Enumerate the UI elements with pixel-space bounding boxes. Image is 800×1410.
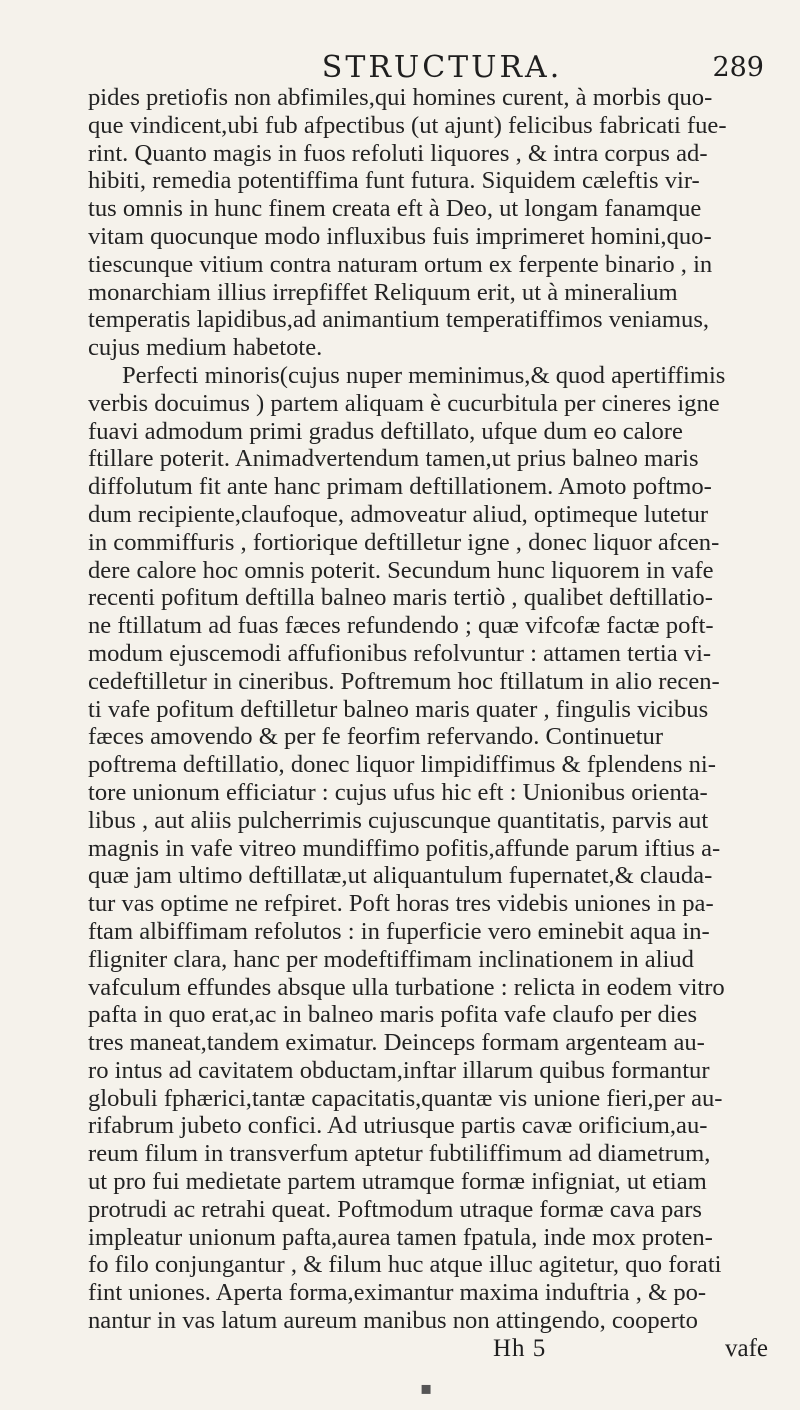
text-line: ne ftillatum ad fuas fæces refundendo ; quæ vifcofæ factæ poft- xyxy=(88,612,714,640)
text-line: ro intus ad cavitatem obductam,inftar illarum quibus formantur xyxy=(88,1056,710,1084)
text-line: cedeftilletur in cineribus. Poftremum hoc ftillatum in alio recen- xyxy=(88,667,720,695)
text-line: pafta in quo erat,ac in balneo maris pofita vafe claufo per dies xyxy=(88,1001,698,1029)
text-line: rifabrum jubeto confici. Ad utriusque partis cavæ orificium,au- xyxy=(88,1112,708,1140)
text-line: nantur in vas latum aureum manibus non attingendo, cooperto xyxy=(88,1307,698,1335)
text-line: fligniter clara, hanc per modeftiffimam inclinationem in aliud xyxy=(88,945,694,973)
text-line: tres maneat,tandem eximatur. Deinceps formam argenteam au- xyxy=(88,1029,705,1057)
text-line: ti vafe pofitum deftilletur balneo maris quater , fingulis vicibus xyxy=(88,695,709,723)
text-line: globuli fphærici,tantæ capacitatis,quantæ vis unione fieri,per au- xyxy=(88,1084,723,1112)
text-line: fo filo conjungantur , & filum huc atque illuc agitetur, quo forati xyxy=(88,1251,722,1279)
text-line: temperatis lapidibus,ad animantium temperatiffimos veniamus, xyxy=(88,306,710,334)
text-line: fuavi admodum primi gradus deftillato, ufque dum eo calore xyxy=(88,417,683,445)
text-line: impleatur unionum pafta,aurea tamen fpatula, inde mox proten- xyxy=(88,1223,713,1251)
text-line: dum recipiente,claufoque, admoveatur aliud, optimeque lutetur xyxy=(88,500,709,528)
text-line: rint. Quanto magis in fuos refoluti liquores , & intra corpus ad- xyxy=(88,139,708,167)
text-line: reum filum in transverfum aptetur fubtiliffimum ad diametrum, xyxy=(88,1140,711,1168)
body-text xyxy=(88,84,764,1335)
text-line: magnis in vafe vitreo mundiffimo pofitis,affunde parum iftius a- xyxy=(88,834,721,862)
text-line: verbis docuimus ) partem aliquam è cucurbitula per cineres igne xyxy=(88,389,720,417)
page-footer xyxy=(88,1335,768,1371)
text-line: vafculum effundes absque ulla turbatione : relicta in eodem vitro xyxy=(88,973,725,1001)
text-line: cujus medium habetote. xyxy=(88,334,323,362)
text-line: tur vas optime ne refpiret. Poft horas tres videbis uniones in pa- xyxy=(88,890,714,918)
text-line: hibiti, remedia potentiffima funt futura. Siquidem cæleftis vir- xyxy=(88,167,700,195)
text-line: que vindicent,ubi fub afpectibus (ut ajunt) felicibus fabricati fue- xyxy=(88,111,727,139)
text-line: recenti pofitum deftilla balneo maris tertiò , qualibet deftillatio- xyxy=(88,584,713,612)
text-line: ftam albiffimam refolutos : in fuperficie vero eminebit aqua in- xyxy=(88,917,710,945)
text-line: quæ jam ultimo deftillatæ,ut aliquantulum fupernatet,& clauda- xyxy=(88,862,713,890)
running-head: STRUCTURA. xyxy=(321,50,563,85)
text-line: ut pro fui medietate partem utramque formæ infigniat, ut etiam xyxy=(88,1168,707,1196)
text-line: dere calore hoc omnis poterit. Secundum hunc liquorem in vafe xyxy=(88,556,714,584)
signature-mark: Hh 5 xyxy=(493,1335,547,1362)
text-line: modum ejuscemodi affufionibus refolvuntur : attamen tertia vi- xyxy=(88,639,712,667)
text-line: ftillare poterit. Animadvertendum tamen,ut prius balneo maris xyxy=(88,445,699,473)
text-line: tore unionum efficiatur : cujus ufus hic eft : Unionibus orienta- xyxy=(88,778,708,806)
text-line: vitam quocunque modo influxibus fuis imprimeret homini,quo- xyxy=(88,222,712,250)
print-speck-mark: ▪ xyxy=(420,1378,433,1399)
text-line: diffolutum fit ante hanc primam deftillationem. Amoto poftmo- xyxy=(88,473,712,501)
text-line: fint uniones. Aperta forma,eximantur maxima induftria , & po- xyxy=(88,1279,707,1307)
text-line: pides pretiofis non abfimiles,qui homines curent, à morbis quo- xyxy=(88,84,713,111)
page-number: 289 xyxy=(712,52,764,83)
text-line: monarchiam illius irrepfiffet Reliquum erit, ut à mineralium xyxy=(88,278,678,306)
text-line: protrudi ac retrahi queat. Poftmodum utraque formæ cava pars xyxy=(88,1195,702,1223)
paragraph-start-line: Perfecti minoris(cujus nuper meminimus,& quod apertiffimis xyxy=(122,361,726,389)
text-line: poftrema deftillatio, donec liquor limpidiffimus & fplendens ni- xyxy=(88,751,716,779)
catchword: vafe xyxy=(724,1335,768,1362)
text-line: libus , aut aliis pulcherrimis cujuscunque quantitatis, parvis aut xyxy=(88,806,709,834)
text-line: fæces amovendo & per fe feorfim refervando. Continuetur xyxy=(88,723,664,751)
text-line: tiescunque vitium contra naturam ortum ex ferpente binario , in xyxy=(88,250,713,278)
text-line: tus omnis in hunc finem creata eft à Deo, ut longam fanamque xyxy=(88,195,702,223)
text-line: in commiffuris , fortiorique deftilletur igne , donec liquor afcen- xyxy=(88,528,720,556)
